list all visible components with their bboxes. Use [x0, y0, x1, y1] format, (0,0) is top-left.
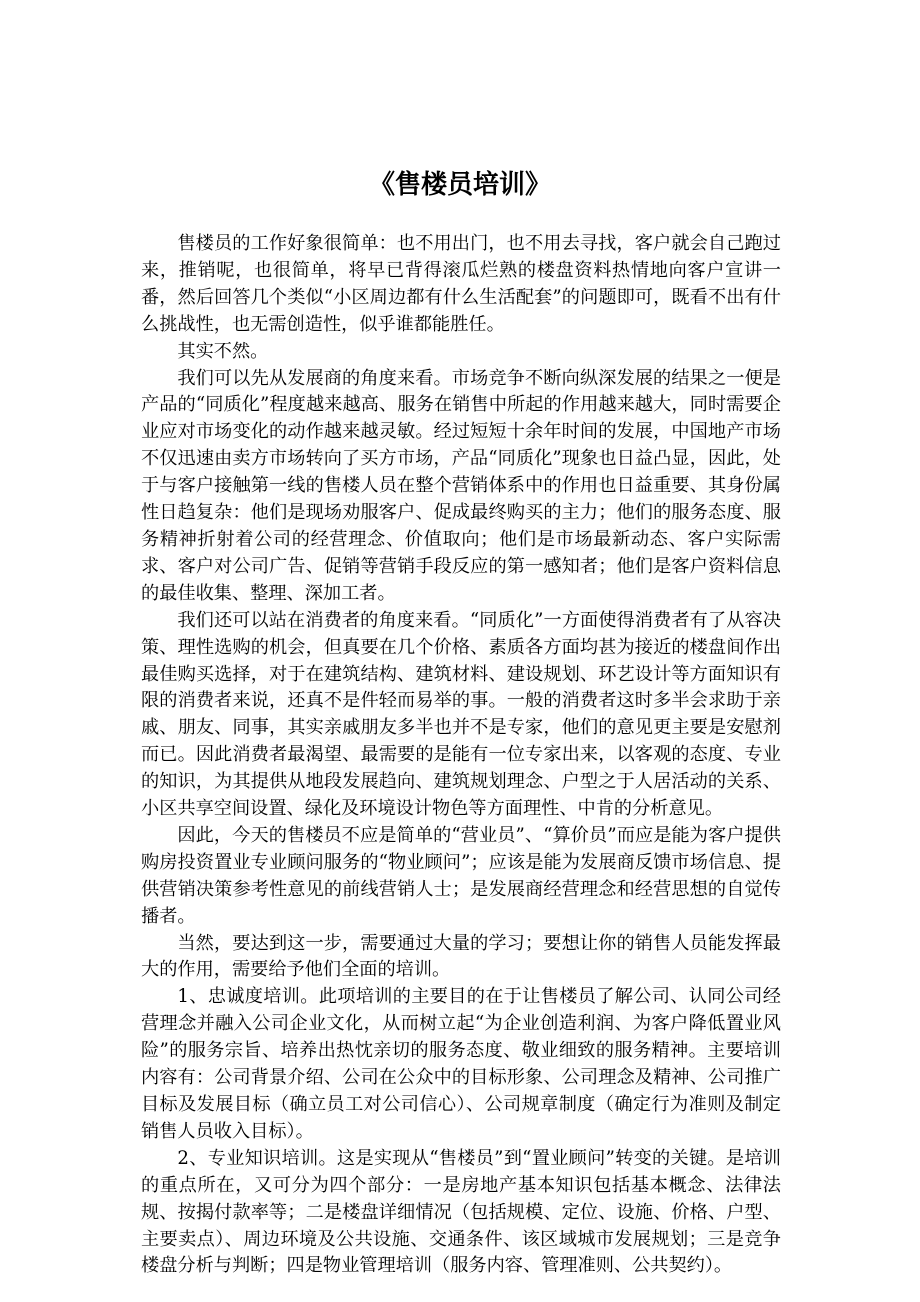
paragraph: 因此，今天的售楼员不应是简单的“营业员”、“算价员”而应是能为客户提供购房投资置业专业顾问服务的“物业顾问”；应该是能为发展商反馈市场信息、提供营销决策参考性意见的前线营销人士；是发展商经营理念和经营思想的自觉传播者。: [141, 824, 781, 927]
paragraph: 我们可以先从发展商的角度来看。市场竞争不断向纵深发展的结果之一便是产品的“同质化”程度越来越高、服务在销售中所起的作用越来越大，同时需要企业应对市场变化的动作越来越灵敏。经过短短十余年时间的发展，中国地产市场不仅迅速由卖方市场转向了买方市场，产品“同质化”现象也日益凸显，因此，处于与客户接触第一线的售楼人员在整个营销体系中的作用也日益重要、其身份属性日趋复杂：他们是现场劝服客户、促成最终购买的主力；他们的服务态度、服务精神折射着公司的经营理念、价值取向；他们是市场最新动态、客户实际需求、客户对公司广告、促销等营销手段反应的第一感知者；他们是客户资料信息的最佳收集、整理、深加工者。: [141, 367, 781, 604]
paragraph: 我们还可以站在消费者的角度来看。“同质化”一方面使得消费者有了从容决策、理性选购的机会，但真要在几个价格、素质各方面均甚为接近的楼盘间作出最佳购买选择，对于在建筑结构、建筑材料、建设规划、环艺设计等方面知识有限的消费者来说，还真不是件轻而易举的事。一般的消费者这时多半会求助于亲戚、朋友、同事，其实亲戚朋友多半也并不是专家，他们的意见更主要是安慰剂而已。因此消费者最渴望、最需要的是能有一位专家出来，以客观的态度、专业的知识，为其提供从地段发展趋向、建筑规划理念、户型之于人居活动的关系、小区共享空间设置、绿化及环境设计物色等方面理性、中肯的分析意见。: [141, 609, 781, 820]
document-body: [141, 231, 781, 1280]
document-title: 《售楼员培训》: [368, 170, 551, 200]
paragraph: 售楼员的工作好象很简单：也不用出门，也不用去寻找，客户就会自己跑过来，推销呢，也很简单，将早已背得滚瓜烂熟的楼盘资料热情地向客户宣讲一番，然后回答几个类似“小区周边都有什么生活配套”的问题即可，既看不出有什么挑战性，也无需创造性，似乎谁都能胜任。: [141, 233, 781, 335]
paragraph: 1、忠诚度培训。此项培训的主要目的在于让售楼员了解公司、认同公司经营理念并融入公司企业文化，从而树立起“为企业创造利润、为客户降低置业风险”的服务宗旨、培养出热忱亲切的服务态度、敬业细致的服务精神。主要培训内容有：公司背景介绍、公司在公众中的目标形象、公司理念及精神、公司推广目标及发展目标（确立员工对公司信心）、公司规章制度（确定行为准则及制定销售人员收入目标）。: [141, 986, 781, 1142]
paragraph: 当然，要达到这一步，需要通过大量的学习；要想让你的销售人员能发挥最大的作用，需要给予他们全面的培训。: [141, 932, 781, 981]
paragraph: 2、专业知识培训。这是实现从“售楼员”到“置业顾问”转变的关键。是培训的重点所在，又可分为四个部分：一是房地产基本知识包括基本概念、法律法规、按揭付款率等；二是楼盘详细情况（包括规模、定位、设施、价格、户型、主要卖点）、周边环境及公共设施、交通条件、该区域城市发展规划；三是竞争楼盘分析与判断；四是物业管理培训（服务内容、管理准则、公共契约）。: [141, 1147, 781, 1277]
paragraph: 其实不然。: [177, 340, 269, 362]
